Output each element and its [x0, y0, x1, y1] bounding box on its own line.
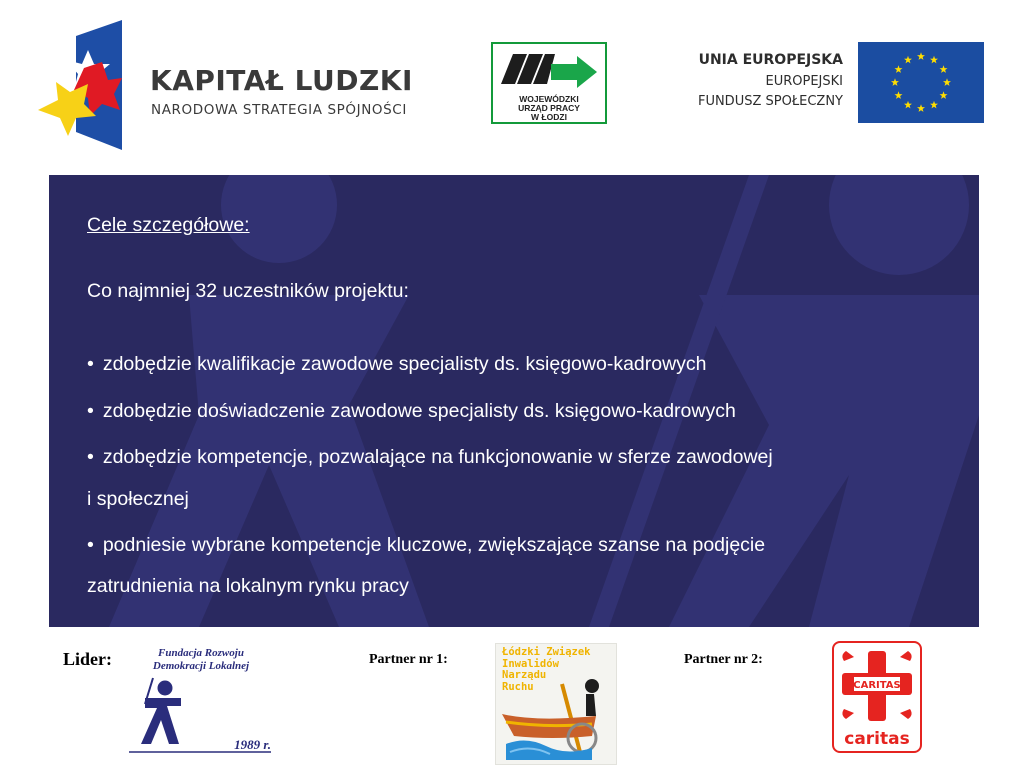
panel-heading: Cele szczegółowe: — [87, 214, 250, 236]
partner2-label: Partner nr 2: — [684, 652, 763, 667]
bullet-mark: • — [87, 534, 94, 556]
kapital-ludzki-title: KAPITAŁ LUDZKI — [150, 64, 413, 97]
wup-line2: URZĄD PRACY — [518, 103, 580, 113]
eu-subtitle-2: FUNDUSZ SPOŁECZNY — [697, 94, 843, 109]
eu-subtitle-1: EUROPEJSKI — [765, 74, 843, 89]
caritas-name: caritas — [844, 729, 910, 749]
bullet-mark: • — [87, 353, 94, 375]
lider-label: Lider: — [63, 649, 112, 669]
caritas-stamp-text: CARITAS — [853, 680, 901, 691]
frdl-name-line2: Demokracji Lokalnej — [152, 660, 250, 672]
goal-text: zdobędzie kompetencje, pozwalające na funkcjonowanie w sferze zawodowej — [102, 446, 773, 468]
eu-title: UNIA EUROPEJSKA — [698, 52, 843, 68]
wup-logo — [491, 42, 607, 124]
eu-flag-icon — [858, 42, 984, 123]
lzi-logo — [495, 643, 617, 765]
kapital-ludzki-subtitle: NARODOWA STRATEGIA SPÓJNOŚCI — [151, 102, 407, 118]
lzi-name: Łódzki Związek Inwalidów Narządu Ruchu — [502, 646, 591, 693]
frdl-name-line1: Fundacja Rozwoju — [158, 647, 244, 659]
goal-bullet-3 — [87, 446, 773, 469]
goal-bullet-4 — [87, 534, 765, 557]
caritas-logo — [832, 641, 922, 753]
bullet-mark: • — [87, 446, 94, 468]
header — [0, 0, 1024, 170]
bullet-mark: • — [87, 400, 94, 422]
wheelchair-boat-icon — [496, 644, 616, 764]
goal-text: podniesie wybrane kompetencje kluczowe, zwiększające szanse na podjęcie — [102, 534, 766, 556]
goals-panel — [49, 175, 979, 627]
wup-line3: W ŁODZI — [531, 112, 567, 122]
panel-intro: Co najmniej 32 uczestników projektu: — [87, 280, 409, 302]
goal-bullet-2 — [87, 400, 736, 423]
goal-bullet-1 — [87, 353, 707, 376]
wup-arrow-icon — [493, 44, 605, 96]
frdl-logo — [127, 644, 275, 756]
goal-text: zdobędzie kwalifikacje zawodowe specjalisty ds. księgowo-kadrowych — [102, 353, 707, 375]
goal-bullet-4-continued: zatrudnienia na lokalnym rynku pracy — [87, 575, 409, 597]
goal-text: zdobędzie doświadczenie zawodowe specjalisty ds. księgowo-kadrowych — [102, 400, 736, 422]
wup-name — [493, 95, 605, 122]
goal-bullet-3-continued: i społecznej — [87, 488, 189, 510]
caritas-cross-icon — [834, 643, 920, 729]
wup-line1: WOJEWÓDZKI — [519, 94, 579, 104]
partner1-label: Partner nr 1: — [369, 652, 448, 667]
frdl-year: 1989 r. — [234, 737, 271, 752]
